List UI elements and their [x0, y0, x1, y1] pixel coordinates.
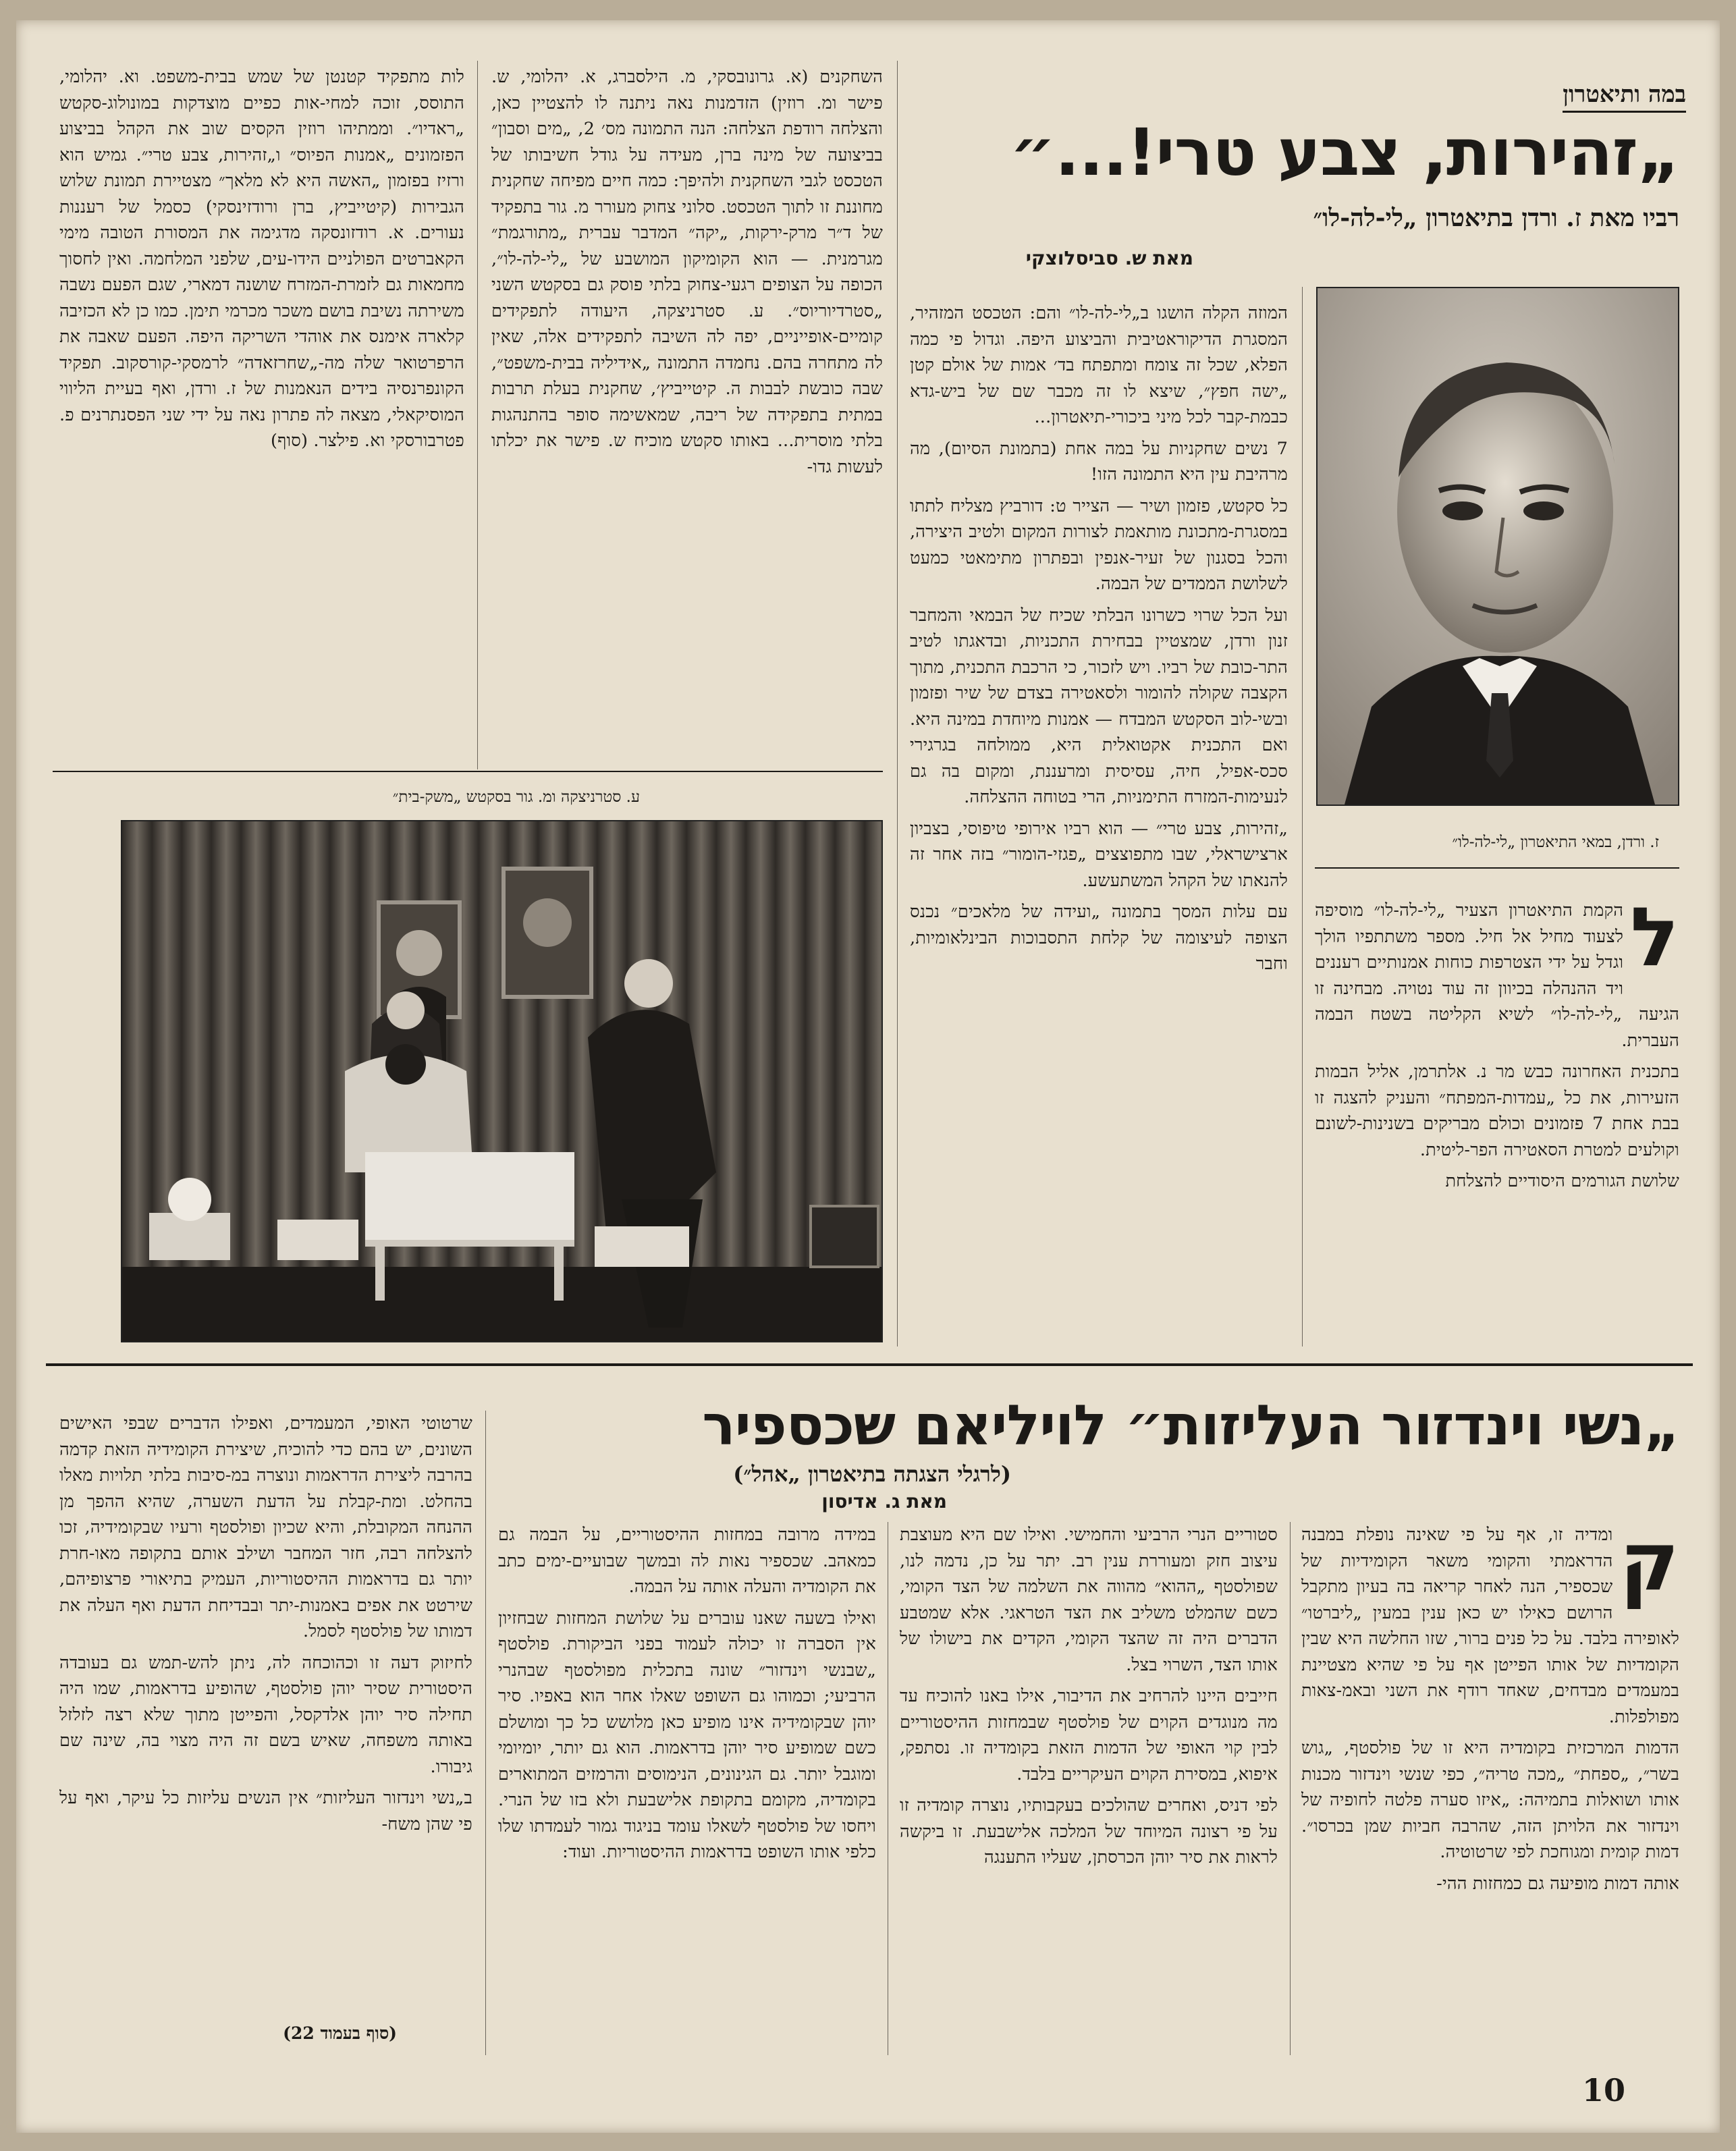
continuation-note: (סוף בעמוד 22) — [283, 2023, 397, 2043]
column-rule — [485, 1411, 486, 2055]
article2-paragraph: סטוריים הנרי הרביעי והחמישי. ואילו שם היא מעוצבת עיצוב חזק ומעוררת ענין רב. יתר על כן, נדמה לנו, שפולסטף „ההוא״ מהווה את השלמה של הצד הקומי, כשם שהמלט משליב את הצד הטראגי. אלא שמטבע הדברים היה זה שהצד הקומי, הקדים את בישולו של אותו הצד, השרוי בצל. — [900, 1525, 1278, 1675]
article2-column-4 — [59, 1411, 472, 2018]
article1-column-top-middle — [491, 64, 883, 763]
article1-paragraph: המוזה הקלה הושגו ב„לי-לה-לו״ והם: הטכסט המזהיר, המסגרת הדיקוראטיבית והביצוע היפה. וגדול פי כמה הפלא, שכל זה צומח ומתפתח בד׳ אמות של אולם קטן „ישה חפץ״, שיצא לו זה מכבר שם של ביש-גדא כבמת-קבר לכל מיני ביכורי-תיאטרון... — [910, 303, 1288, 427]
article-divider — [46, 1363, 1693, 1366]
article1-column-right — [1315, 898, 1679, 1350]
article2-paragraph: חייבים היינו להרחיב את הדיבור, אילו באנו להוכיח עד מה מנוגדים הקוים של פולסטף שבמחזות ההיסטוריים לבין קוי האופי של הדמות הזאת בקומדיה זו. נסתפק, איפוא, במסירת הקוים העיקריים בלבד. — [900, 1686, 1278, 1785]
column-rule — [1302, 287, 1303, 1346]
article2-paragraph: ואילו בשעה שאנו עוברים על שלושת המחזות שבחזיון אין הסברה זו יכולה לעמוד בפני הביקורת. פולסטף „שבנשי וינדזור״ שונה בתכלית מפולסטף שבהנרי הרביעי; וכמוהו גם השופט שאלו אחר הוא באפיו. סיר יוהן שבקומידיה אינו מופיע כאן מלושש כל כך ומושלם כשם שמופיע סיר יוהן בדראמות. הוא גם יותר, יומיומי ומוגבל יותר. גם הגינונים, הנימוסים והרמזים המתוארים בקומדיה, מקומם בתקופת אלישבעת ולא בזו של הנרי. ויחסו של פולסטף לשאלו עומד בניגוד גמור לעמדתו שלו כלפי אותו השופט בדראמות ההיסטוריות. ועוד: — [498, 1608, 876, 1862]
article1-byline: מאת ש. סביסלוצקי — [1025, 247, 1193, 269]
article2-paragraph: ב„נשי וינדזור העליזות״ אין הנשים עליזות כל עיקר, ואף על פי שהן משח- — [59, 1788, 472, 1834]
article2-paragraph: במידה מרובה במחזות ההיסטוריים, על הבמה גם כמאהב. שכספיר נאות לה ובמשך שבועיים-ימים כתב את הקומדיה והעלה אותה על הבמה. — [498, 1525, 876, 1597]
article2-paragraph: ומדיה זו, אף על פי שאינה נופלת במבנה הדראמתי והקומי משאר הקומידיות של שכספיר, הנה לאחר קריאה בה בעיון מתקבל הרושם כאילו יש כאן ענין במעין „ליברטו״ לאופירה בלבד. על כל פנים ברור, שזו החלשה היא שבין הקומדיות של אותו הפייטן אף על פי שהיא מצטיינת במעמדים מבדחים, שאחד רודף את השני ובאמ-צאות מפולפלות. — [1301, 1525, 1679, 1727]
article2-byline: מאת ג. אדיסון — [821, 1490, 947, 1513]
article2-paragraph: שרטוטי האופי, המעמדים, ואפילו הדברים שבפי האישים השונים, יש בהם כדי להוכיח, שיצירת הקומידיה הזאת קדמה בהרבה ליצירת הדראמות ונוצרה במ-סיבות בלתי תלויות מאלו בהחלט. ומת-קבלת על הדעת השערה, שהיא ההפך מן ההנחה המקובלת, והיא שכיון ופולסטף ורעיו שבקומידיה, זכו להצלחה רבה, חזר המחבר ושילב אותם בתקופה מאו-חרת יותר גם בדראמות ההיסטוריות, העמיק בתיאורי פרצופיהם, שירטט את אפים באמנות-יתר ובבדיחת הדעת ואף העלה את דמותו של פולסטף לסמל. — [59, 1413, 472, 1641]
scene-photo-caption: ע. סטרניצקה ומ. גור בסקטש „משק-בית״ — [392, 788, 640, 806]
article1-dropcap: ל — [1630, 898, 1679, 985]
article1-paragraph: ועל הכל שרוי כשרונו הבלתי שכיח של הבמאי והמחבר זנון ורדן, שמצטיין בבחירת התכניות, ובדאגתו לטיב התר-כובת של רביו. ויש לזכור, כי הרכבת התכנית, מתוך הקצבה שקולה להומור ולסאטירה בצדם של שיר ופזמון ובשי-לוב הסקטש המבדח — אמנות מיוחדת במינה היא. ואם התכנית אקטואלית היא, ממולחה בגרגירי סכס-אפיל, חיה, עסיסית ומרעננת, ומקום בה גם לנעימות-המזרח התימניות, הרי בטוחה ההצלחה. — [910, 605, 1288, 807]
column-rule — [1290, 1522, 1291, 2055]
article2-column-3 — [498, 1522, 876, 2062]
portrait-caption: ז. ורדן, במאי התיאטרון „לי-לה-לו״ — [1452, 834, 1659, 851]
article1-paragraph: עם עלות המסך בתמונה „ועידה של מלאכים״ נכנס הצופה לעיצומה של קלחת התסבוכות הבינלאומיות, וחבר — [910, 902, 1288, 974]
article2-column-2 — [900, 1522, 1278, 2062]
article1-paragraph: הקמת התיאטרון הצעיר „לי-לה-לו״ מוסיפה לצעוד מחיל אל חיל. מספר משתתפיו הולך וגדל על ידי הצטרפות כוחות אמנותיים רעננים ויד ההנהלה בכיוון זה עוד נטויה. מבחינה זו הגיעה „לי-לה-לו״ לשיא הקליטה בשטח הבמה העברית. — [1315, 900, 1679, 1051]
portrait-caption-rule — [1315, 867, 1679, 869]
portrait-illustration — [1318, 288, 1678, 805]
article2-subhead: (לרגלי הצגתה בתיאטרון „אהל״) — [733, 1461, 1011, 1487]
column-rule — [897, 61, 898, 1346]
column-rule — [477, 61, 478, 769]
article1-column-top-left — [59, 64, 464, 763]
stage-scene-illustration — [122, 821, 881, 1341]
photo-top-rule — [53, 771, 883, 772]
article2-paragraph: לחיזוק דעה זו וכהוכחה לה, ניתן להש-תמש גם בעובדה היסטורית שסיר יוהן פולסטף, שהופיע בדראמות, שמו היה תחילה סיר יוהן אלדקסל, והפייטן מתוך שלא רצה לזלזל באותה משפחה, שאיש בשם זה היה מצוי בה, שינה שם גיבורו. — [59, 1652, 472, 1777]
article1-paragraph: השחקנים (א. גרונובסקי, מ. הילסברג, א. יהלומי, ש. פישר ומ. רוזין) הזדמנות נאה ניתנה לו להצטיין כאן, והצלחה רודפת הצלחה: הנה התמונה מס׳ 2, „מים וסבון״ בביצועה של מינה ברן, מעידה על גודל חשיבותו של הטכסט לגבי השחקנית ולהיפך: כמה חיים מפיחה שחקנית מחוננת זו לתוך הטכסט. סלוני צחוק מעורר מ. גור בתפקיד של ד״ר מרק-ירקות, „יקה״ המדבר עברית „מתורגמת״ מגרמנית. — הוא הקומיקון המושבע של „לי-לה-לו״, הכופה על הצופים רגעי-צחוק בלתי פוסק גם בסקטש השני „סטרדיוריוס״. ע. סטרניצקה, היעודה לתפקידים קומיים-אופייניים, יפה לה השיבה לתפקידים אלה, שאין לה מתחרה בהם. נחמדה התמונה „אידיליה בבית-משפט״, שבה כובשת לבבות ה. קיטייביץ׳, שחקנית בעלת תרבות במתית בתפקידה של ריבה, שמאשימה סופר בהתנהגות בלתי מוסרית... באותו סקטש מוכיח ש. פישר את יכלתו לעשות גדו- — [491, 67, 883, 477]
article2-paragraph: הדמות המרכזית בקומדיה היא זו של פולסטף, „גוש בשר״, „ספחת״ „מכה טריה״, כפי שנשי וינדזור מכנות אותו ושואלות בתמיהה: „איזו סערה פלטה לחופיה של וינדזור את הלויתן הזה, שהרבה חביות שמן בכרסו״. דמות קומית ומגוחכת לפי שרטוטיה. — [1301, 1738, 1679, 1862]
article1-paragraph: „זהירות, צבע טרי״ — הוא רביו אירופי טיפוסי, בצביון ארצישראלי, שבו מתפוצצים „פגזי-הומור״ בזה אחר זה להנאתו של הקהל המשתעשע. — [910, 818, 1288, 891]
article2-paragraph: לפי דניס, ואחרים שהולכים בעקבותיו, נוצרה קומדיה זו על פי רצונה המיוחד של המלכה אלישבעת. זו ביקשה לראות את סיר יוהן הכרסתן, שעליו התענגה — [900, 1795, 1278, 1868]
magazine-page — [16, 20, 1720, 2133]
article2-dropcap: ק — [1619, 1522, 1679, 1609]
portrait-photo — [1316, 287, 1679, 806]
article1-paragraph: שלושת הגורמים היסודיים להצלחת — [1445, 1171, 1679, 1191]
article2-column-1 — [1301, 1522, 1679, 2062]
article1-paragraph: לות מתפקיד קטנטן של שמש בבית-משפט. וא. יהלומי, התוסס, זוכה למחי-אות כפיים מוצדקות במונולוג-סקטש „ראדיו״. וממתיהו רוזין הקסים שוב את הקהל בביצוע הפזמונים „אמנות הפיוס״ ו„זהירות, צבע טרי״. גמיש הוא ורזיז בפזמון „האשה היא לא מלאך״ מצטיירת תמונת שלוש הגבירות (קיטייביץ, ברן ורודזינסקי) כסמל של רעננות נעורים. א. רודזונסקה מדגימה את המסורת הטובה מימי הקאברטים הפולניים הידו-עים, שלפני המלחמה. ואין לחסוך מחמאות גם לזמרת-המזרח שושנה דמארי, שגם הפעם נשבה משירתה נשיבת בושם משכר מכרמי תימן. כמו כן לא הכזיבה קלארה אימנס את אוהדי השריקה היפה. הפעם שאבה את הרפרטואר שלה מה-„שחרזאדה״ לרמסקי-קורסקוב. תפקיד הקונפרנסיה בידים הנאמנות של ז. ורדן, ואף בעיית הליווי המוסיקאלי, מצאה לה פתרון נאה על ידי שני הפסנתרנים פ. פטרבורסקי וא. פילצר. (סוף) — [59, 67, 464, 451]
article2-headline: „נשי וינדזור העליזות״ לויליאם שכספיר — [702, 1394, 1679, 1458]
scene-photo — [121, 820, 883, 1342]
article1-column-middle — [910, 300, 1288, 1353]
article1-paragraph: 7 נשים שחקניות על במה אחת (בתמונת הסיום), מה מרהיבת עין היא התמונה הזו! — [910, 438, 1288, 485]
section-tag: במה ותיאטרון — [1563, 81, 1686, 113]
article1-paragraph: כל סקטש, פזמון ושיר — הצייר ט: דורביץ מצליח לתתו במסגרת-מתכונת מותאמת לצורות המקום ולטיב היצירה, והכל בסגנון של זעיר-אנפין ובפתרון מתימאטי כמעט לשלושת הממדים של הבמה. — [910, 495, 1288, 594]
article1-headline: „זהירות, צבע טרי!...״ — [1009, 115, 1679, 190]
article2-paragraph: אותה דמות מופיעה גם כמחזות ההי- — [1436, 1873, 1679, 1894]
article1-subhead: רביו מאת ז. ורדן בתיאטרון „לי-לה-לו״ — [1313, 204, 1679, 232]
page-number: 10 — [1582, 2072, 1626, 2108]
article1-paragraph: בתכנית האחרונה כבש מר נ. אלתרמן, אליל הבמות הזעירות, את כל „עמדות-המפתח״ והעניק להצגה זו בבת אחת 7 פזמונים וכולם מבריקים בשנינות-לשונם וקולעים למטרת הסאטירה הפר-ליטית. — [1315, 1062, 1679, 1160]
